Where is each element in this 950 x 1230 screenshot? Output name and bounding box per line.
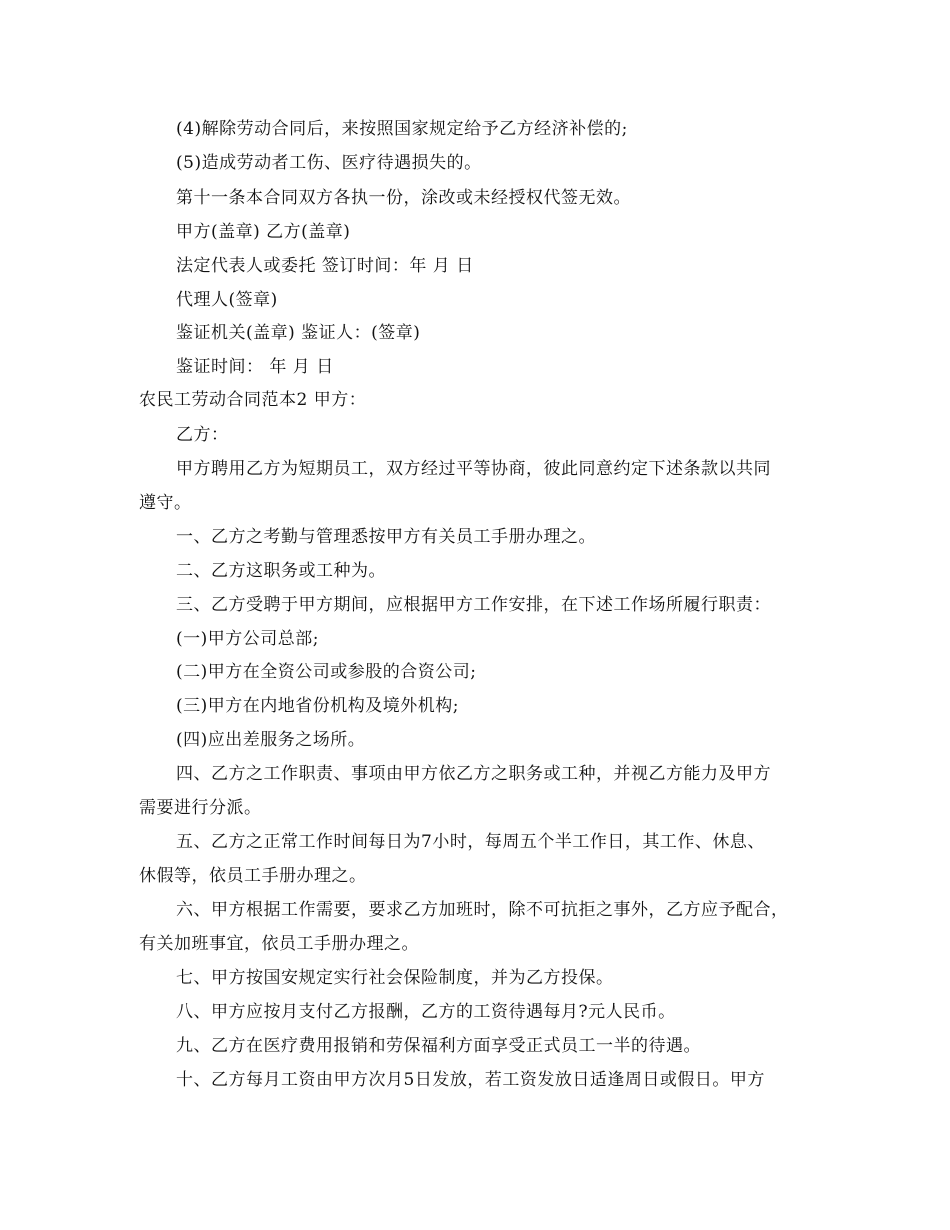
text-line: (四)应出差服务之场所。	[176, 730, 366, 750]
text-line: (三)甲方在内地省份机构及境外机构;	[176, 696, 459, 716]
text-line: 休假等，依员工手册办理之。	[139, 866, 367, 886]
text-line: 七、甲方按国安规定实行社会保险制度，并为乙方投保。	[176, 968, 614, 988]
text-line: 遵守。	[139, 493, 192, 513]
text-line: 乙方：	[176, 425, 229, 445]
text-line: 五、乙方之正常工作时间每日为7小时，每周五个半工作日，其工作、休息、	[176, 832, 765, 852]
text-line: 九、乙方在医疗费用报销和劳保福利方面享受正式员工一半的待遇。	[176, 1036, 701, 1056]
text-line: (二)甲方在全资公司或参股的合资公司;	[176, 662, 477, 682]
text-line: 有关加班事宜，依员工手册办理之。	[139, 934, 419, 954]
text-line: (一)甲方公司总部;	[176, 629, 319, 649]
text-line: 甲方聘用乙方为短期员工，双方经过平等协商，彼此同意约定下述条款以共同	[176, 459, 771, 479]
text-line: 十、乙方每月工资由甲方次月5日发放，若工资发放日适逢周日或假日。甲方	[176, 1070, 765, 1090]
text-line: 一、乙方之考勤与管理悉按甲方有关员工手册办理之。	[176, 527, 596, 547]
text-line: 农民工劳动合同范本2 甲方：	[139, 390, 367, 410]
text-line: 代理人(签章)	[176, 290, 278, 310]
text-line: (5)造成劳动者工伤、医疗待遇损失的。	[176, 153, 482, 173]
text-line: 六、甲方根据工作需要，要求乙方加班时，除不可抗拒之事外，乙方应予配合，	[176, 900, 789, 920]
text-line: 四、乙方之工作职责、事项由甲方依乙方之职务或工种，并视乙方能力及甲方	[176, 764, 771, 784]
text-line: 鉴证时间： 年 月 日	[176, 357, 334, 377]
text-line: (4)解除劳动合同后，来按照国家规定给予乙方经济补偿的;	[176, 119, 628, 139]
text-line: 需要进行分派。	[139, 798, 262, 818]
text-line: 八、甲方应按月支付乙方报酬，乙方的工资待遇每月?元人民币。	[176, 1002, 676, 1022]
text-line: 鉴证机关(盖章) 鉴证人：(签章)	[176, 323, 421, 343]
text-line: 法定代表人或委托 签订时间：年 月 日	[176, 256, 474, 276]
text-line: 二、乙方这职务或工种为。	[176, 561, 386, 581]
text-line: 甲方(盖章) 乙方(盖章)	[176, 222, 351, 242]
text-line: 三、乙方受聘于甲方期间，应根据甲方工作安排，在下述工作场所履行职责：	[176, 595, 771, 615]
text-line: 第十一条本合同双方各执一份，涂改或未经授权代签无效。	[176, 188, 631, 208]
